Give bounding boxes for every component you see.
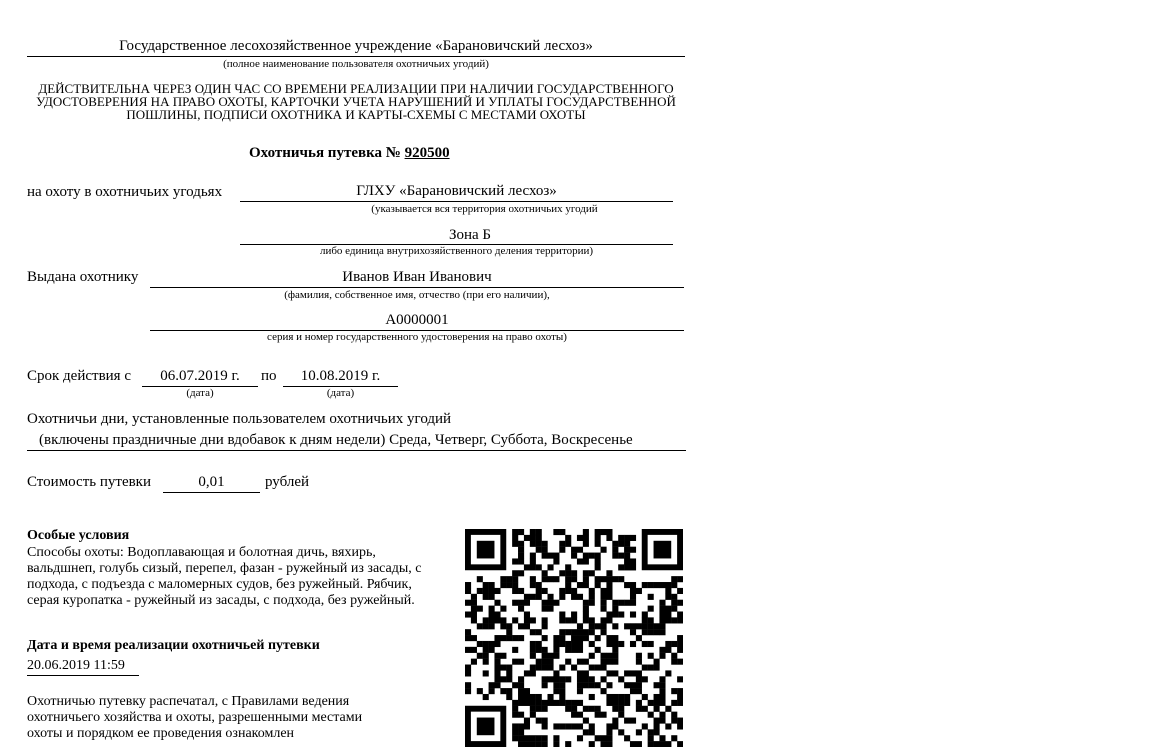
grounds-caption: (указывается вся территория охотничьих угодий [371, 203, 598, 215]
valid-from-caption: (дата) [186, 387, 214, 399]
validity-notice-line-3: ПОШЛИНЫ, ПОДПИСИ ОХОТНИКА И КАРТЫ-СХЕМЫ С МЕСТАМИ ОХОТЫ [126, 107, 586, 122]
zone-caption: либо единица внутрихозяйственного деления территории) [319, 245, 594, 257]
hunting-days-value: (включены праздничные дни вдобавок к дням недели) Среда, Четверг, Суббота, Воскресенье [39, 432, 633, 448]
sale-datetime: 20.06.2019 11:59 [27, 658, 125, 673]
certificate-number: А0000001 [385, 312, 449, 328]
validity-notice-line-2: УДОСТОВЕРЕНИЯ НА ПРАВО ОХОТЫ, КАРТОЧКИ УЧЕТА НАРУШЕНИЙ И УПЛАТЫ ГОСУДАРСТВЕННОЙ [36, 94, 676, 109]
hunter-label: Выдана охотнику [27, 269, 139, 285]
certificate-caption: серия и номер государственного удостоверения на право охоты) [267, 331, 567, 343]
validity-to-label: по [261, 368, 277, 384]
valid-to-date: 10.08.2019 г. [300, 368, 381, 384]
cost-label: Стоимость путевки [27, 474, 151, 490]
acknowledgement-line-1: Охотничью путевку распечатал, с Правилами ведения [27, 694, 350, 709]
hunter-name-underline [150, 287, 684, 288]
permit-number: 920500 [404, 145, 450, 161]
validity-notice-line-1: ДЕЙСТВИТЕЛЬНА ЧЕРЕЗ ОДИН ЧАС СО ВРЕМЕНИ РЕАЛИЗАЦИИ ПРИ НАЛИЧИИ ГОСУДАРСТВЕННОГО [38, 81, 674, 96]
grounds-label: на охоту в охотничьих угодьях [27, 184, 223, 200]
qr-code-icon [465, 529, 683, 747]
sale-datetime-underline [27, 675, 139, 676]
validity-notice [27, 82, 685, 121]
valid-from-date: 06.07.2019 г. [160, 368, 240, 384]
org-caption: (полное наименование пользователя охотничьих угодий) [223, 58, 489, 70]
sale-heading: Дата и время реализации охотничьей путевки [27, 638, 320, 653]
title-prefix: Охотничья путевка № [249, 145, 401, 161]
special-conditions-heading: Особые условия [27, 528, 130, 543]
acknowledgement-line-2: охотничьего хозяйства и охоты, разрешенными местами [27, 710, 363, 725]
grounds-underline [240, 201, 673, 202]
hunter-name: Иванов Иван Иванович [342, 269, 492, 285]
grounds-value: ГЛХУ «Барановичский лесхоз» [356, 183, 557, 199]
acknowledgement-line-3: охоты и порядком ее проведения ознакомлен [27, 726, 295, 741]
hunting-days-label: Охотничьи дни, установленные пользователем охотничьих угодий [27, 411, 452, 427]
cost-underline [163, 492, 260, 493]
special-conditions-text: Способы охоты: Водоплавающая и болотная дичь, вяхирь, вальдшнеп, голубь сизый, перепел, фазан - ружейный из засады, с подхода, с подъезда с маломерных судов, без ружейный. Рябчик, серая куропатка - ружейный из засады, с подхода, без ружейный. [27, 545, 422, 608]
hunter-name-caption: (фамилия, собственное имя, отчество (при его наличии), [284, 289, 550, 301]
organization-name: Государственное лесохозяйственное учреждение «Барановичский лесхоз» [119, 38, 593, 54]
acknowledgement [27, 694, 362, 742]
validity-label: Срок действия с [27, 368, 131, 384]
valid-to-caption: (дата) [326, 387, 355, 399]
org-underline [27, 56, 685, 57]
zone-value: Зона Б [448, 227, 492, 243]
cost-value: 0,01 [198, 474, 225, 490]
cost-unit: рублей [265, 474, 310, 490]
hunting-days-underline [27, 450, 686, 451]
page-title [249, 145, 450, 162]
